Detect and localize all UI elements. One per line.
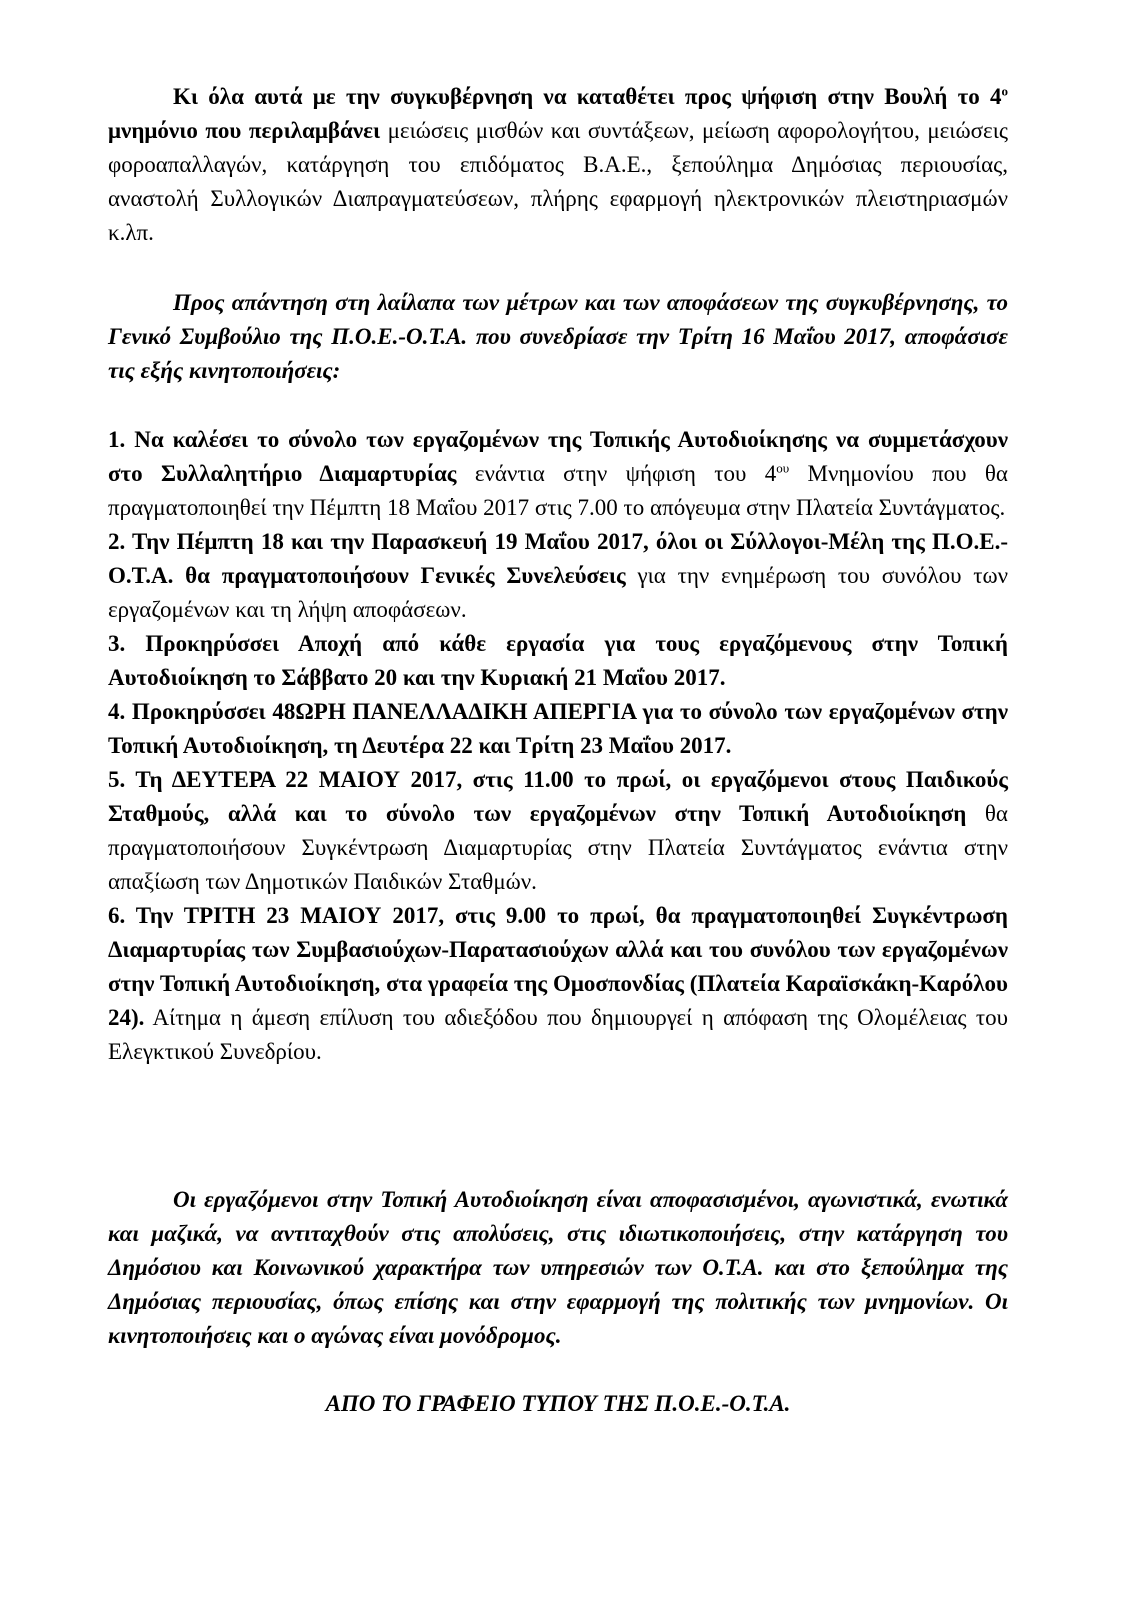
list-item-1-text-b: Μνημονίου που θα πραγματοποιηθεί την Πέμπτη 18 Μαΐου 2017 στις 7.00 το απόγευμα στην Πλατεία Συντάγματος. [108,461,1008,520]
list-item-1-text-a: ενάντια στην ψήφιση του 4 [456,461,777,486]
list-item-5-number: 5. [108,767,126,792]
list-item-5 [108,763,1008,899]
list-item-3-number: 3. [108,631,126,656]
press-office-signature: ΑΠΟ ΤΟ ΓΡΑΦΕΙΟ ΤΥΠΟΥ ΤΗΣ Π.Ο.Ε.-Ο.Τ.Α. [325,1391,791,1416]
list-item-5-bold: Τη ΔΕΥΤΕΡΑ 22 ΜΑΙΟΥ 2017, στις 11.00 το πρωί, οι εργαζόμενοι στους Παιδικούς Σταθμούς, αλλά και το σύνολο των εργαζομένων στην Τοπική Αυτοδιοίκηση [108,767,1008,826]
decision-paragraph: Προς απάντηση στη λαίλαπα των μέτρων και των αποφάσεων της συγκυβέρνησης, το Γενικό Συμβούλιο της Π.Ο.Ε.-Ο.Τ.Α. που συνεδρίασε την Τρίτη 16 Μαΐου 2017, αποφάσισε τις εξής κινητοποιήσεις: [108,290,1008,383]
list-item-6-number: 6. [108,903,126,928]
list-item-3-bold: Προκηρύσσει Αποχή από κάθε εργασία για τους εργαζόμενους στην Τοπική Αυτοδιοίκηση το Σάββατο 20 και την Κυριακή 21 Μαΐου 2017. [108,631,1008,690]
list-item-6 [108,899,1008,1069]
list-item-2-bold: Την Πέμπτη 18 και την Παρασκευή 19 Μαΐου 2017, όλοι οι Σύλλογοι-Μέλη της Π.Ο.Ε.-Ο.Τ.Α. θα πραγματοποιήσουν Γενικές Συνελεύσεις [108,529,1008,588]
list-item-1-superscript: ου [776,460,790,476]
intro-paragraph [108,80,1008,250]
list-item-1 [108,423,1008,525]
list-item-6-bold: Την ΤΡΙΤΗ 23 ΜΑΙΟΥ 2017, στις 9.00 το πρωί, θα πραγματοποιηθεί Συγκέντρωση Διαμαρτυρίας των Συμβασιούχων-Παρατασιούχων αλλά και του συνόλου των εργαζομένων στην Τοπική Αυτοδιοίκηση, στα γραφεία της Ομοσπονδίας (Πλατεία Καραϊσκάκη-Καρόλου 24). [108,903,1008,1030]
intro-superscript: ο [1001,83,1008,99]
list-item-6-text: Αίτημα η άμεση επίλυση του αδιεξόδου που δημιουργεί η απόφαση της Ολομέλειας του Ελεγκτικού Συνεδρίου. [108,1005,1008,1064]
list-item-4-number: 4. [108,699,126,724]
list-item-2-text: για την ενημέρωση του συνόλου των εργαζομένων και τη λήψη αποφάσεων. [108,563,1009,622]
mobilization-list [108,423,1008,1069]
intro-bold-b: μνημόνιο που περιλαμβάνει [108,118,381,143]
list-item-1-bold: Να καλέσει το σύνολο των εργαζομένων της Τοπικής Αυτοδιοίκησης να συμμετάσχουν στο Συλλαλητήριο Διαμαρτυρίας [108,427,1008,486]
closing-paragraph: Οι εργαζόμενοι στην Τοπική Αυτοδιοίκηση είναι αποφασισμένοι, αγωνιστικά, ενωτικά και μαζικά, να αντιταχθούν στις απολύσεις, στις ιδιωτικοποιήσεις, στην κατάργηση του Δημόσιου και Κοινωνικού χαρακτήρα των υπηρεσιών των Ο.Τ.Α. και στο ξεπούλημα της Δημόσιας περιουσίας, όπως επίσης και στην εφαρμογή της πολιτικής των μνημονίων. Οι κινητοποιήσεις και ο αγώνας είναι μονόδρομος. [108,1187,1008,1348]
list-item-4-bold: Προκηρύσσει 48ΩΡΗ ΠΑΝΕΛΛΑΔΙΚΗ ΑΠΕΡΓΙΑ για το σύνολο των εργαζομένων στην Τοπική Αυτοδιοίκηση, τη Δευτέρα 22 και Τρίτη 23 Μαΐου 2017. [108,699,1008,758]
list-item-5-text: θα πραγματοποιήσουν Συγκέντρωση Διαμαρτυρίας στην Πλατεία Συντάγματος ενάντια στην απαξίωση των Δημοτικών Παιδικών Σταθμών. [108,801,1008,894]
list-item-4 [108,695,1008,763]
list-item-1-number: 1. [108,427,126,452]
intro-normal-text: μειώσεις μισθών και συντάξεων, μείωση αφορολογήτου, μειώσεις φοροαπαλλαγών, κατάργηση του επιδόματος Β.Α.Ε., ξεπούλημα Δημόσιας περιουσίας, αναστολή Συλλογικών Διαπραγματεύσεων, πλήρης εφαρμογή ηλεκτρονικών πλειστηριασμών κ.λπ. [108,118,1008,245]
intro-bold-a: Κι όλα αυτά με την συγκυβέρνηση να καταθέτει προς ψήφιση στην Βουλή το 4 [173,84,1002,109]
list-item-2 [108,525,1008,627]
list-item-2-number: 2. [108,529,126,554]
list-item-3 [108,627,1008,695]
